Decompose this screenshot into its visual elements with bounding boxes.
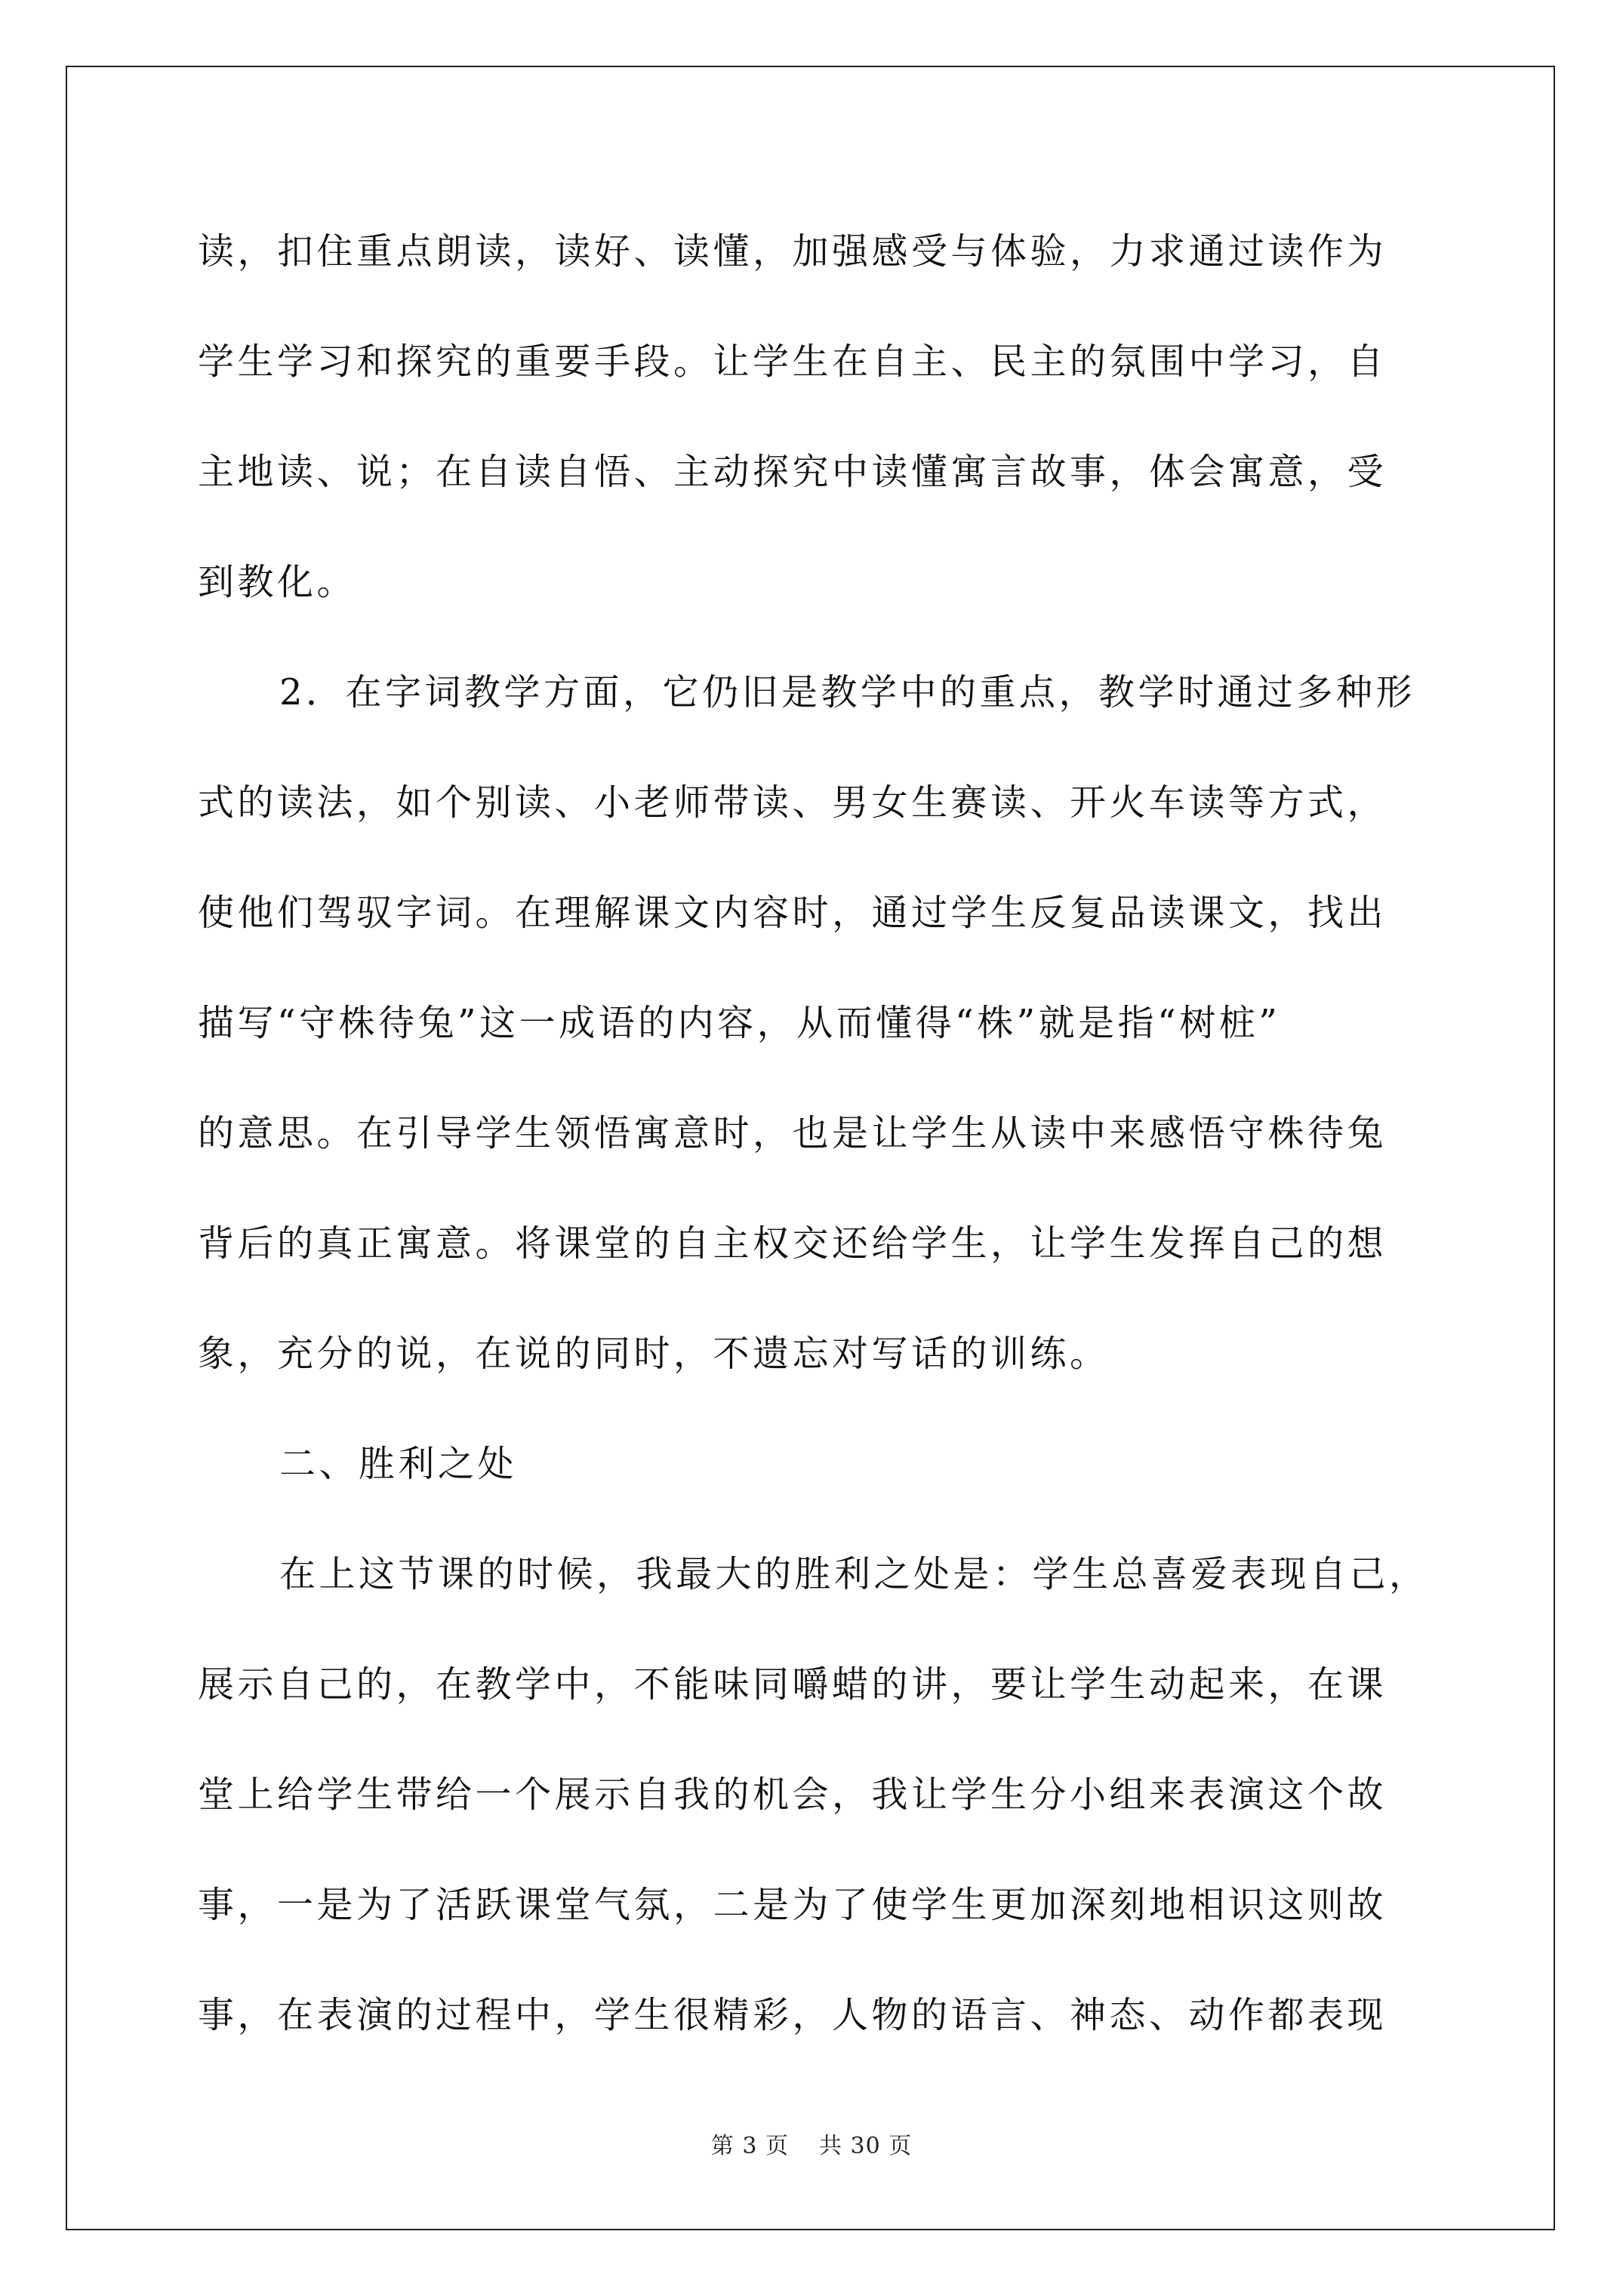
text-line: 堂上给学生带给一个展示自我的机会，我让学生分小组来表演这个故 [198,1774,1387,1816]
text-line: 背后的真正寓意。将课堂的自主权交还给学生，让学生发挥自己的想 [198,1222,1387,1265]
page-number: 第 3 页 [710,2133,789,2159]
total-pages: 共 30 页 [818,2133,913,2159]
text-line: 学生学习和探究的重要手段。让学生在自主、民主的氛围中学习，自 [198,341,1387,383]
text-line: 事，一是为了活跃课堂气氛，二是为了使学生更加深刻地相识这则故 [198,1884,1387,1926]
text-line: 主地读、说；在自读自悟、主动探究中读懂寓言故事，体会寓意，受 [198,451,1387,493]
text-line: 展示自己的，在教学中，不能味同嚼蜡的讲，要让学生动起来，在课 [198,1663,1387,1706]
text-line: 读，扣住重点朗读，读好、读懂，加强感受与体验，力求通过读作为 [198,230,1387,273]
section-heading: 二、胜利之处 [279,1443,518,1485]
document-body [198,217,1436,2091]
text-line: 到教化。 [198,561,357,603]
text-line: 象，充分的说，在说的同时，不遗忘对写话的训练。 [198,1333,1110,1375]
text-line: 事，在表演的过程中，学生很精彩，人物的语言、神态、动作都表现 [198,1994,1387,2036]
text-line: 式的读法，如个别读、小老师带读、男女生赛读、开火车读等方式， [198,781,1387,824]
text-line: 的意思。在引导学生领悟寓意时，也是让学生从读中来感悟守株待兔 [198,1112,1387,1154]
text-line: 描写“守株待兔”这一成语的内容，从而懂得“株”就是指“树桩” [198,1002,1281,1044]
text-line: 使他们驾驭字词。在理解课文内容时，通过学生反复品读课文，找出 [198,892,1387,934]
paragraph-start-line: 2．在字词教学方面，它仍旧是教学中的重点，教学时通过多种形 [279,671,1416,713]
paragraph-start-line: 在上这节课的时候，我最大的胜利之处是：学生总喜爱表现自己， [279,1553,1429,1595]
page-footer [0,2131,1623,2162]
